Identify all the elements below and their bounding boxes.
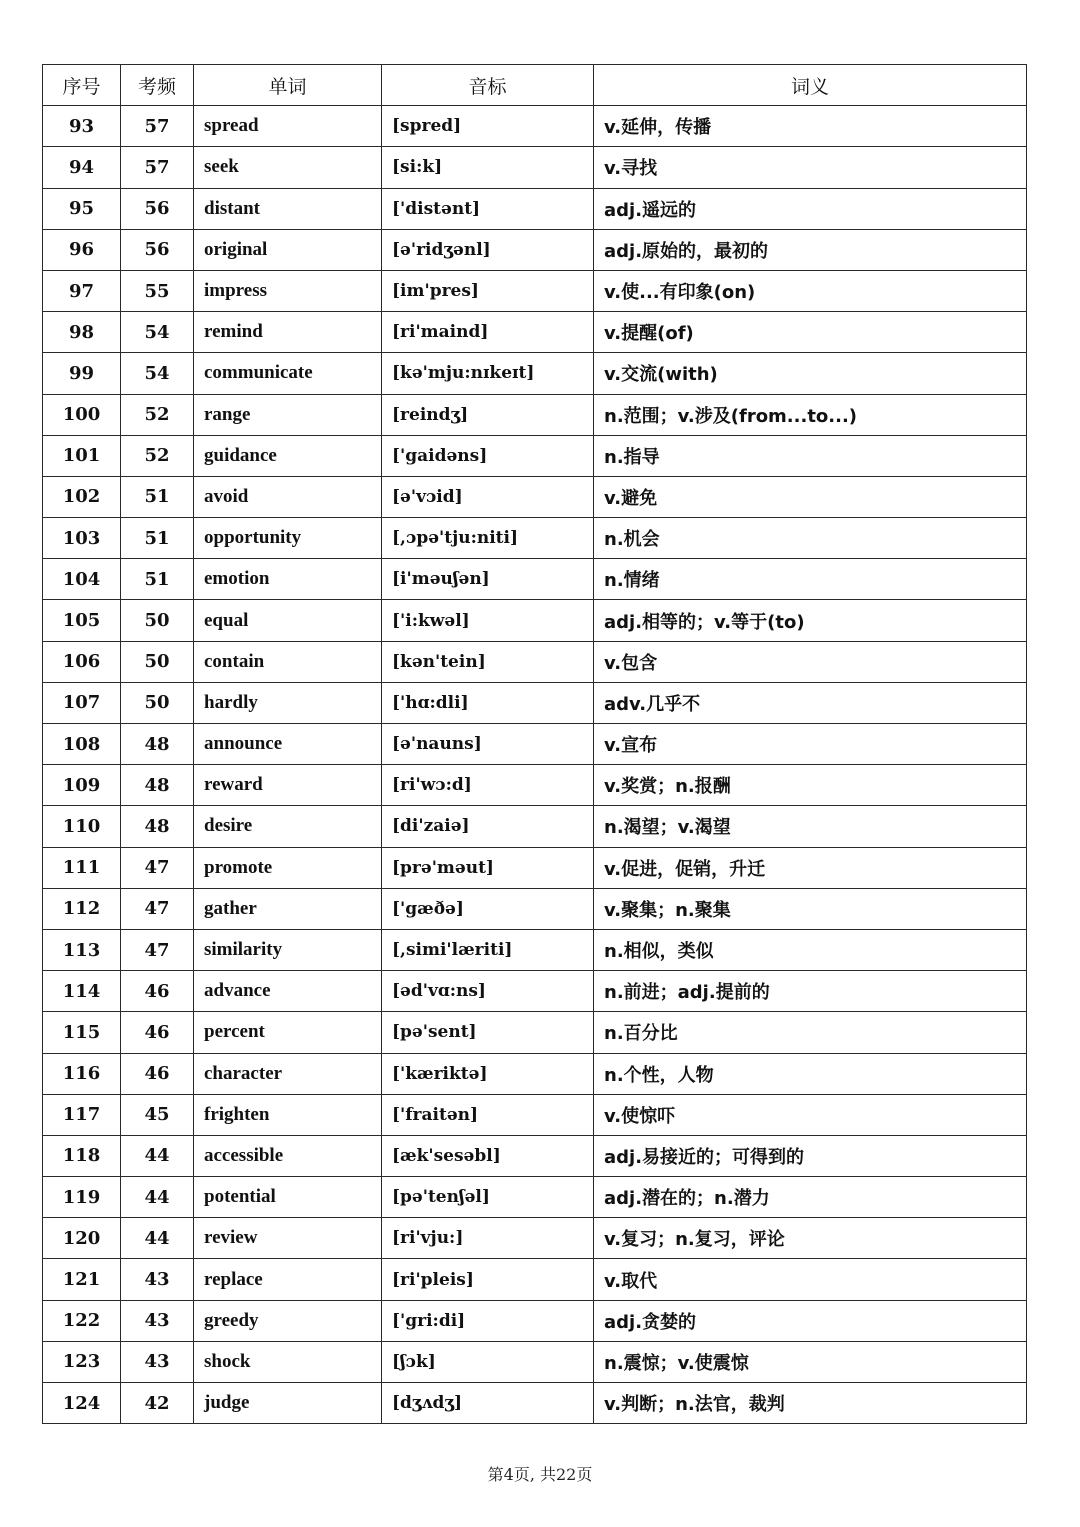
table-row (43, 1053, 1027, 1094)
table-row (43, 806, 1027, 847)
cell-word: spread (194, 106, 382, 147)
table-row (43, 1341, 1027, 1382)
cell-meaning: n.渴望；v.渴望 (594, 806, 1027, 847)
cell-meaning: v.提醒(of) (594, 312, 1027, 353)
cell-number: 101 (43, 435, 121, 476)
cell-phonetic: ['gæðə] (382, 888, 594, 929)
cell-frequency: 54 (121, 353, 194, 394)
table-row (43, 1259, 1027, 1300)
cell-word: accessible (194, 1135, 382, 1176)
table-row (43, 1177, 1027, 1218)
cell-phonetic: [,simi'læriti] (382, 929, 594, 970)
cell-word: original (194, 229, 382, 270)
cell-word: opportunity (194, 518, 382, 559)
cell-word: avoid (194, 476, 382, 517)
cell-word: reward (194, 765, 382, 806)
cell-number: 112 (43, 888, 121, 929)
cell-frequency: 44 (121, 1135, 194, 1176)
cell-frequency: 54 (121, 312, 194, 353)
cell-word: emotion (194, 559, 382, 600)
cell-frequency: 57 (121, 106, 194, 147)
cell-number: 98 (43, 312, 121, 353)
cell-meaning: n.震惊；v.使震惊 (594, 1341, 1027, 1382)
cell-number: 114 (43, 971, 121, 1012)
cell-word: announce (194, 724, 382, 765)
cell-number: 97 (43, 270, 121, 311)
table-row (43, 888, 1027, 929)
cell-number: 104 (43, 559, 121, 600)
cell-number: 99 (43, 353, 121, 394)
table-row (43, 724, 1027, 765)
table-row (43, 1012, 1027, 1053)
cell-phonetic: [prə'məut] (382, 847, 594, 888)
cell-number: 119 (43, 1177, 121, 1218)
cell-frequency: 52 (121, 394, 194, 435)
cell-frequency: 44 (121, 1218, 194, 1259)
cell-number: 100 (43, 394, 121, 435)
cell-phonetic: [əd'vɑ:ns] (382, 971, 594, 1012)
table-row (43, 1300, 1027, 1341)
cell-phonetic: ['i:kwəl] (382, 600, 594, 641)
cell-word: communicate (194, 353, 382, 394)
cell-number: 94 (43, 147, 121, 188)
table-row (43, 559, 1027, 600)
cell-meaning: v.聚集；n.聚集 (594, 888, 1027, 929)
table-row (43, 1135, 1027, 1176)
cell-word: guidance (194, 435, 382, 476)
cell-phonetic: [ə'ridʒənl] (382, 229, 594, 270)
table-row (43, 106, 1027, 147)
cell-phonetic: ['hɑ:dli] (382, 682, 594, 723)
table-row (43, 847, 1027, 888)
cell-frequency: 52 (121, 435, 194, 476)
cell-meaning: adv.几乎不 (594, 682, 1027, 723)
cell-phonetic: [ʃɔk] (382, 1341, 594, 1382)
cell-number: 96 (43, 229, 121, 270)
table-row (43, 971, 1027, 1012)
cell-phonetic: [,ɔpə'tju:niti] (382, 518, 594, 559)
cell-meaning: n.个性，人物 (594, 1053, 1027, 1094)
cell-phonetic: [im'pres] (382, 270, 594, 311)
cell-frequency: 50 (121, 641, 194, 682)
cell-phonetic: [æk'sesəbl] (382, 1135, 594, 1176)
cell-frequency: 55 (121, 270, 194, 311)
cell-meaning: v.避免 (594, 476, 1027, 517)
cell-frequency: 56 (121, 188, 194, 229)
table-row (43, 188, 1027, 229)
cell-frequency: 48 (121, 765, 194, 806)
table-body (43, 106, 1027, 1424)
cell-phonetic: [di'zaiə] (382, 806, 594, 847)
cell-meaning: v.宣布 (594, 724, 1027, 765)
cell-meaning: n.指导 (594, 435, 1027, 476)
cell-phonetic: [ə'nauns] (382, 724, 594, 765)
cell-frequency: 47 (121, 847, 194, 888)
cell-frequency: 51 (121, 518, 194, 559)
table-row (43, 682, 1027, 723)
cell-number: 102 (43, 476, 121, 517)
cell-word: hardly (194, 682, 382, 723)
cell-number: 124 (43, 1383, 121, 1424)
cell-phonetic: ['gaidəns] (382, 435, 594, 476)
cell-meaning: n.情绪 (594, 559, 1027, 600)
cell-frequency: 44 (121, 1177, 194, 1218)
cell-frequency: 50 (121, 600, 194, 641)
cell-word: desire (194, 806, 382, 847)
cell-meaning: v.交流(with) (594, 353, 1027, 394)
table-header-row (43, 65, 1027, 106)
cell-number: 105 (43, 600, 121, 641)
cell-phonetic: [spred] (382, 106, 594, 147)
cell-meaning: v.复习；n.复习，评论 (594, 1218, 1027, 1259)
cell-number: 123 (43, 1341, 121, 1382)
table-row (43, 1218, 1027, 1259)
cell-meaning: adj.原始的，最初的 (594, 229, 1027, 270)
cell-phonetic: [reindʒ] (382, 394, 594, 435)
cell-word: distant (194, 188, 382, 229)
cell-word: potential (194, 1177, 382, 1218)
cell-phonetic: [ri'maind] (382, 312, 594, 353)
cell-phonetic: [ri'pleis] (382, 1259, 594, 1300)
cell-number: 109 (43, 765, 121, 806)
table-row (43, 353, 1027, 394)
cell-meaning: adj.易接近的；可得到的 (594, 1135, 1027, 1176)
cell-phonetic: [dʒʌdʒ] (382, 1383, 594, 1424)
cell-meaning: v.判断；n.法官，裁判 (594, 1383, 1027, 1424)
cell-word: greedy (194, 1300, 382, 1341)
cell-number: 116 (43, 1053, 121, 1094)
header-meaning: 词义 (594, 65, 1027, 106)
cell-phonetic: [ri'vju:] (382, 1218, 594, 1259)
cell-word: percent (194, 1012, 382, 1053)
cell-number: 115 (43, 1012, 121, 1053)
cell-phonetic: [ə'vɔid] (382, 476, 594, 517)
cell-word: equal (194, 600, 382, 641)
cell-frequency: 51 (121, 476, 194, 517)
cell-meaning: v.奖赏；n.报酬 (594, 765, 1027, 806)
page-footer: 第4页, 共22页 (487, 1465, 593, 1484)
cell-phonetic: [pə'sent] (382, 1012, 594, 1053)
cell-meaning: v.促进，促销，升迁 (594, 847, 1027, 888)
cell-word: gather (194, 888, 382, 929)
cell-phonetic: ['gri:di] (382, 1300, 594, 1341)
cell-frequency: 47 (121, 929, 194, 970)
cell-meaning: n.前进；adj.提前的 (594, 971, 1027, 1012)
table-row (43, 1094, 1027, 1135)
cell-frequency: 47 (121, 888, 194, 929)
table-row (43, 147, 1027, 188)
cell-frequency: 48 (121, 806, 194, 847)
cell-frequency: 43 (121, 1300, 194, 1341)
cell-meaning: n.范围；v.涉及(from...to...) (594, 394, 1027, 435)
cell-frequency: 45 (121, 1094, 194, 1135)
table-row (43, 518, 1027, 559)
cell-word: range (194, 394, 382, 435)
cell-number: 95 (43, 188, 121, 229)
table-row (43, 394, 1027, 435)
cell-word: similarity (194, 929, 382, 970)
cell-phonetic: ['distənt] (382, 188, 594, 229)
cell-meaning: n.相似，类似 (594, 929, 1027, 970)
table-row (43, 476, 1027, 517)
cell-word: seek (194, 147, 382, 188)
cell-meaning: adj.潜在的；n.潜力 (594, 1177, 1027, 1218)
cell-phonetic: ['fraitən] (382, 1094, 594, 1135)
cell-meaning: adj.遥远的 (594, 188, 1027, 229)
cell-meaning: adj.相等的；v.等于(to) (594, 600, 1027, 641)
table-row (43, 270, 1027, 311)
cell-frequency: 48 (121, 724, 194, 765)
table-row (43, 929, 1027, 970)
cell-number: 118 (43, 1135, 121, 1176)
table-row (43, 312, 1027, 353)
table-row (43, 1383, 1027, 1424)
cell-frequency: 43 (121, 1259, 194, 1300)
table-row (43, 600, 1027, 641)
cell-frequency: 46 (121, 971, 194, 1012)
cell-word: impress (194, 270, 382, 311)
cell-number: 108 (43, 724, 121, 765)
cell-frequency: 46 (121, 1053, 194, 1094)
header-word: 单词 (194, 65, 382, 106)
cell-meaning: n.百分比 (594, 1012, 1027, 1053)
table-row (43, 229, 1027, 270)
header-number: 序号 (43, 65, 121, 106)
header-frequency: 考频 (121, 65, 194, 106)
cell-meaning: adj.贪婪的 (594, 1300, 1027, 1341)
cell-frequency: 46 (121, 1012, 194, 1053)
cell-meaning: v.使...有印象(on) (594, 270, 1027, 311)
cell-meaning: n.机会 (594, 518, 1027, 559)
cell-phonetic: [ri'wɔ:d] (382, 765, 594, 806)
header-phonetic: 音标 (382, 65, 594, 106)
cell-meaning: v.包含 (594, 641, 1027, 682)
cell-word: shock (194, 1341, 382, 1382)
cell-word: remind (194, 312, 382, 353)
cell-phonetic: [pə'tenʃəl] (382, 1177, 594, 1218)
cell-meaning: v.使惊吓 (594, 1094, 1027, 1135)
cell-phonetic: [si:k] (382, 147, 594, 188)
cell-number: 111 (43, 847, 121, 888)
cell-number: 106 (43, 641, 121, 682)
cell-word: replace (194, 1259, 382, 1300)
cell-phonetic: [kən'tein] (382, 641, 594, 682)
table-row (43, 765, 1027, 806)
cell-frequency: 51 (121, 559, 194, 600)
cell-frequency: 57 (121, 147, 194, 188)
cell-number: 93 (43, 106, 121, 147)
table-row (43, 435, 1027, 476)
cell-word: promote (194, 847, 382, 888)
cell-word: advance (194, 971, 382, 1012)
cell-word: judge (194, 1383, 382, 1424)
cell-phonetic: [kə'mju:nɪkeɪt] (382, 353, 594, 394)
cell-number: 113 (43, 929, 121, 970)
vocabulary-table (42, 64, 1027, 1424)
cell-phonetic: ['kæriktə] (382, 1053, 594, 1094)
cell-word: contain (194, 641, 382, 682)
vocabulary-sheet (42, 64, 1026, 1424)
cell-number: 103 (43, 518, 121, 559)
cell-number: 117 (43, 1094, 121, 1135)
cell-number: 110 (43, 806, 121, 847)
cell-number: 120 (43, 1218, 121, 1259)
cell-frequency: 50 (121, 682, 194, 723)
cell-frequency: 42 (121, 1383, 194, 1424)
cell-number: 122 (43, 1300, 121, 1341)
cell-frequency: 43 (121, 1341, 194, 1382)
table-row (43, 641, 1027, 682)
cell-frequency: 56 (121, 229, 194, 270)
cell-phonetic: [i'məuʃən] (382, 559, 594, 600)
cell-word: frighten (194, 1094, 382, 1135)
cell-meaning: v.取代 (594, 1259, 1027, 1300)
cell-number: 121 (43, 1259, 121, 1300)
cell-word: review (194, 1218, 382, 1259)
cell-number: 107 (43, 682, 121, 723)
cell-meaning: v.寻找 (594, 147, 1027, 188)
cell-word: character (194, 1053, 382, 1094)
cell-meaning: v.延伸，传播 (594, 106, 1027, 147)
